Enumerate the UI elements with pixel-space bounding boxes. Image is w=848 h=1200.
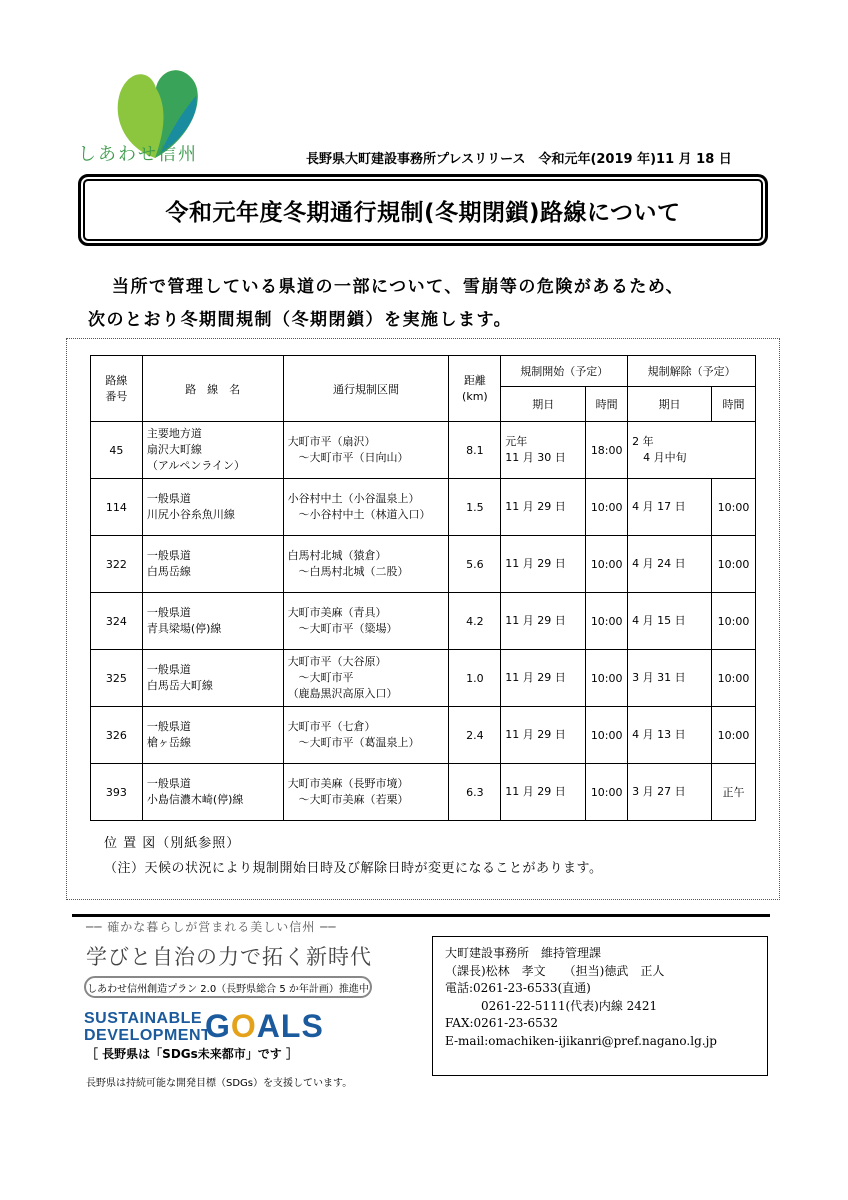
route-number: 326	[91, 707, 143, 764]
end-date: 4 月 13 日	[628, 707, 712, 764]
start-time: 18:00	[586, 422, 628, 479]
restricted-section: 大町市平（七倉） ～大町市平（葛温泉上）	[283, 707, 449, 764]
slogan-main: 学びと自治の力で拓く新時代	[86, 945, 372, 969]
header-end: 規制解除（予定）	[628, 356, 756, 387]
note: （注）天候の状況により規制開始日時及び解除日時が変更になることがあります。	[104, 861, 603, 876]
sdgs-goals-logo: GOALS	[205, 1008, 324, 1044]
header-start-date: 期日	[501, 387, 586, 422]
route-number: 322	[91, 536, 143, 593]
sdgs-city-label: ［ 長野県は「SDGs未来都市」です ］	[86, 1047, 298, 1061]
start-date: 元年 11 月 30 日	[501, 422, 586, 479]
route-number: 114	[91, 479, 143, 536]
divider	[72, 914, 770, 917]
contact-staff: （課長)松林 孝文 （担当)徳武 正人	[445, 963, 665, 978]
restricted-section: 白馬村北城（猿倉） ～白馬村北城（二股）	[283, 536, 449, 593]
start-time: 10:00	[586, 593, 628, 650]
route-name: 一般県道 槍ヶ岳線	[142, 707, 283, 764]
intro-line-1: 当所で管理している県道の一部について、雪崩等の危険があるため、	[112, 277, 685, 297]
restricted-section: 小谷村中土（小谷温泉上） ～小谷村中土（林道入口）	[283, 479, 449, 536]
sdgs-line-2: DEVELOPMENT	[84, 1027, 212, 1044]
end-date: 3 月 31 日	[628, 650, 712, 707]
start-date: 11 月 29 日	[501, 764, 586, 821]
end-date: 4 月 15 日	[628, 593, 712, 650]
table-row	[91, 764, 756, 821]
route-name: 主要地方道 扇沢大町線 （アルペンライン）	[142, 422, 283, 479]
route-number: 324	[91, 593, 143, 650]
start-date: 11 月 29 日	[501, 593, 586, 650]
location-map-note: 位 置 図（別紙参照）	[104, 836, 241, 851]
table-row	[91, 707, 756, 764]
start-time: 10:00	[586, 764, 628, 821]
slogan-sub: ── 確かな暮らしが営まれる美しい信州 ──	[86, 920, 337, 934]
route-number: 45	[91, 422, 143, 479]
header-distance: 距離 (km)	[449, 356, 501, 422]
contact-office: 大町建設事務所 維持管理課	[445, 946, 602, 960]
route-name: 一般県道 白馬岳大町線	[142, 650, 283, 707]
end-date: 3 月 27 日	[628, 764, 712, 821]
table-row	[91, 593, 756, 650]
start-date: 11 月 29 日	[501, 479, 586, 536]
end-date: 4 月 24 日	[628, 536, 712, 593]
title-box	[78, 174, 768, 246]
header-end-date: 期日	[628, 387, 712, 422]
route-number: 393	[91, 764, 143, 821]
route-name: 一般県道 青具梁場(停)線	[142, 593, 283, 650]
distance: 5.6	[449, 536, 501, 593]
routes-table	[90, 355, 756, 821]
header-start: 規制開始（予定）	[501, 356, 628, 387]
table-row	[91, 422, 756, 479]
distance: 1.0	[449, 650, 501, 707]
start-time: 10:00	[586, 479, 628, 536]
route-name: 一般県道 白馬岳線	[142, 536, 283, 593]
header-start-time: 時間	[586, 387, 628, 422]
end-time: 正午	[711, 764, 755, 821]
table-row	[91, 536, 756, 593]
distance: 2.4	[449, 707, 501, 764]
start-date: 11 月 29 日	[501, 650, 586, 707]
press-release-line: 長野県大町建設事務所プレスリリース 令和元年(2019 年)11 月 18 日	[306, 152, 732, 167]
header-route-name: 路 線 名	[142, 356, 283, 422]
end-time: 10:00	[711, 707, 755, 764]
contact-box	[432, 936, 768, 1076]
end-date: 4 月 17 日	[628, 479, 712, 536]
end-time: 10:00	[711, 593, 755, 650]
start-time: 10:00	[586, 707, 628, 764]
sdgs-line-1: SUSTAINABLE	[84, 1010, 203, 1027]
header-route-no: 路線 番号	[91, 356, 143, 422]
end-time: 10:00	[711, 536, 755, 593]
distance: 8.1	[449, 422, 501, 479]
route-name: 一般県道 川尻小谷糸魚川線	[142, 479, 283, 536]
restricted-section: 大町市美麻（青具） ～大町市平（簗場）	[283, 593, 449, 650]
header-section: 通行規制区間	[283, 356, 449, 422]
start-time: 10:00	[586, 650, 628, 707]
route-number: 325	[91, 650, 143, 707]
end-date: 2 年 4 月中旬	[628, 422, 756, 479]
distance: 4.2	[449, 593, 501, 650]
contact-email: E-mail:omachiken-ijikanri@pref.nagano.lg.jp	[445, 1033, 717, 1048]
plan-text: しあわせ信州創造プラン 2.0（長野県総合 5 か年計画）推進中	[87, 983, 369, 995]
contact-tel: 電話:0261-23-6533(直通)	[445, 981, 591, 995]
table-row	[91, 650, 756, 707]
start-date: 11 月 29 日	[501, 707, 586, 764]
logo-text: しあわせ信州	[78, 144, 198, 165]
end-time: 10:00	[711, 479, 755, 536]
start-time: 10:00	[586, 536, 628, 593]
end-time: 10:00	[711, 650, 755, 707]
intro-line-2: 次のとおり冬期間規制（冬期閉鎖）を実施します。	[88, 310, 513, 330]
restricted-section: 大町市平（扇沢） ～大町市平（日向山）	[283, 422, 449, 479]
distance: 1.5	[449, 479, 501, 536]
table-row	[91, 479, 756, 536]
contact-fax: FAX:0261-23-6532	[445, 1016, 558, 1030]
restricted-section: 大町市平（大谷原） ～大町市平 （鹿島黒沢高原入口）	[283, 650, 449, 707]
contact-tel-main: 0261-22-5111(代表)内線 2421	[445, 998, 658, 1013]
header-end-time: 時間	[711, 387, 755, 422]
restricted-section: 大町市美麻（長野市境） ～大町市美麻（若栗）	[283, 764, 449, 821]
sdgs-support-text: 長野県は持続可能な開発目標（SDGs）を支援しています。	[86, 1078, 353, 1089]
start-date: 11 月 29 日	[501, 536, 586, 593]
page-title: 令和元年度冬期通行規制(冬期閉鎖)路線について	[165, 199, 681, 226]
distance: 6.3	[449, 764, 501, 821]
plan-badge	[84, 976, 372, 998]
route-name: 一般県道 小島信濃木崎(停)線	[142, 764, 283, 821]
